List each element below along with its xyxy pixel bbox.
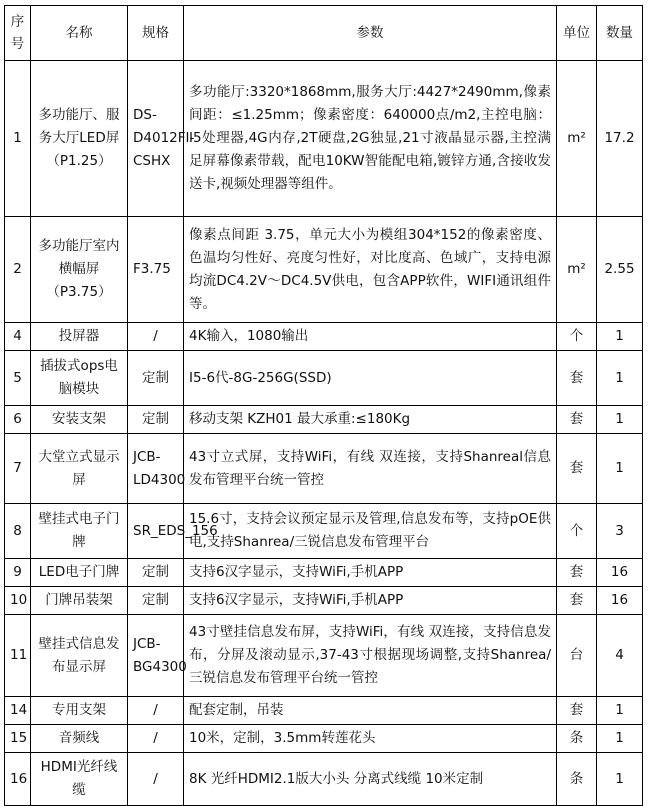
row-name: 音频线 — [31, 725, 128, 753]
row-qty: 3 — [597, 504, 643, 559]
table-row — [5, 587, 643, 615]
row-qty: 1 — [597, 725, 643, 753]
row-params: I5-6代-8G-256G(SSD) — [184, 351, 557, 406]
row-qty: 1 — [597, 351, 643, 406]
row-index: 7 — [5, 434, 31, 504]
row-spec: / — [128, 725, 184, 753]
row-spec: 定制 — [128, 351, 184, 406]
equipment-table — [4, 5, 643, 806]
row-unit: 条 — [557, 753, 597, 806]
row-name: 壁挂式信息发布显示屏 — [31, 615, 128, 697]
row-qty: 1 — [597, 434, 643, 504]
row-params: 像素点间距 3.75，单元大小为模组304*152的像素密度、色温均匀性好、亮度匀性好，对比度高、色域广，支持电源均流DC4.2V～DC4.5V供电，包含APP软件，WIFI通讯组件等。 — [184, 217, 557, 323]
row-params: 43寸壁挂信息发布屏，支持WiFi，有线 双连接，支持信息发布，分屏及滚动显示,37-43寸根据现场调整,支持Shanrea/三锐信息发布管理平台统一管控 — [184, 615, 557, 697]
row-spec: 定制 — [128, 587, 184, 615]
row-spec: / — [128, 323, 184, 351]
row-params: 多功能厅:3320*1868mm,服务大厅:4427*2490mm,像素间距：≤1.25mm；像素密度：640000点/m2,主控电脑：I5处理器,4G内存,2T硬盘,2G独显,21寸液晶显示器,主控满足屏幕像素带载，配电10KW智能配电箱,镀锌方通,含接收发送卡,视频处理器等组件。 — [184, 61, 557, 217]
row-qty: 16 — [597, 559, 643, 587]
row-name: 插拔式ops电脑模块 — [31, 351, 128, 406]
row-name: 门牌吊装架 — [31, 587, 128, 615]
table-row — [5, 61, 643, 217]
row-unit: 套 — [557, 406, 597, 434]
row-spec: / — [128, 753, 184, 806]
table-row — [5, 406, 643, 434]
row-spec: JCB-BG4300 — [128, 615, 184, 697]
row-params: 支持6汉字显示，支持WiFi,手机APP — [184, 559, 557, 587]
row-index: 10 — [5, 587, 31, 615]
table-row — [5, 504, 643, 559]
row-unit: 台 — [557, 615, 597, 697]
row-unit: 套 — [557, 559, 597, 587]
table-row — [5, 434, 643, 504]
row-qty: 16 — [597, 587, 643, 615]
row-index: 1 — [5, 61, 31, 217]
table-header-row — [5, 6, 643, 61]
row-spec: 定制 — [128, 559, 184, 587]
table-row — [5, 753, 643, 806]
row-index: 4 — [5, 323, 31, 351]
row-qty: 1 — [597, 697, 643, 725]
row-name: LED电子门牌 — [31, 559, 128, 587]
table-row — [5, 725, 643, 753]
row-name: 投屏器 — [31, 323, 128, 351]
row-index: 15 — [5, 725, 31, 753]
row-qty: 1 — [597, 753, 643, 806]
row-qty: 4 — [597, 615, 643, 697]
header-qty: 数量 — [597, 6, 643, 61]
row-params: 15.6寸，支持会议预定显示及管理,信息发布等，支持pOE供电,支持Shanrea/三锐信息发布管理平台 — [184, 504, 557, 559]
row-spec: SR_EDS_156 — [128, 504, 184, 559]
row-index: 2 — [5, 217, 31, 323]
row-name: 壁挂式电子门牌 — [31, 504, 128, 559]
table-row — [5, 323, 643, 351]
header-spec: 规格 — [128, 6, 184, 61]
row-params: 10米，定制，3.5mm转莲花头 — [184, 725, 557, 753]
row-spec: / — [128, 697, 184, 725]
row-name: 专用支架 — [31, 697, 128, 725]
row-index: 16 — [5, 753, 31, 806]
row-spec: JCB-LD4300 — [128, 434, 184, 504]
row-name: 安装支架 — [31, 406, 128, 434]
row-unit: 套 — [557, 434, 597, 504]
header-name: 名称 — [31, 6, 128, 61]
row-qty: 1 — [597, 406, 643, 434]
row-params: 4K输入，1080输出 — [184, 323, 557, 351]
row-unit: m² — [557, 61, 597, 217]
row-params: 43寸立式屏，支持WiFi，有线 双连接，支持Shanreal信息发布管理平台统一管控 — [184, 434, 557, 504]
row-unit: m² — [557, 217, 597, 323]
row-name: 大堂立式显示屏 — [31, 434, 128, 504]
row-qty: 17.2 — [597, 61, 643, 217]
header-params: 参数 — [184, 6, 557, 61]
row-index: 6 — [5, 406, 31, 434]
row-unit: 个 — [557, 323, 597, 351]
table-row — [5, 559, 643, 587]
row-spec: DS-D4012FI-CSHX — [128, 61, 184, 217]
row-params: 8K 光纤HDMI2.1版大小头 分离式线缆 10米定制 — [184, 753, 557, 806]
table-row — [5, 351, 643, 406]
row-name: HDMI光纤线缆 — [31, 753, 128, 806]
row-unit: 套 — [557, 697, 597, 725]
row-spec: F3.75 — [128, 217, 184, 323]
table-row — [5, 217, 643, 323]
row-unit: 条 — [557, 725, 597, 753]
row-index: 11 — [5, 615, 31, 697]
table-row — [5, 615, 643, 697]
table-row — [5, 697, 643, 725]
row-index: 9 — [5, 559, 31, 587]
row-params: 支持6汉字显示，支持WiFi,手机APP — [184, 587, 557, 615]
row-spec: 定制 — [128, 406, 184, 434]
header-index: 序号 — [5, 6, 31, 61]
row-index: 5 — [5, 351, 31, 406]
row-unit: 套 — [557, 351, 597, 406]
row-qty: 1 — [597, 323, 643, 351]
row-unit: 个 — [557, 504, 597, 559]
row-qty: 2.55 — [597, 217, 643, 323]
row-index: 14 — [5, 697, 31, 725]
header-unit: 单位 — [557, 6, 597, 61]
row-params: 移动支架 KZH01 最大承重:≤180Kg — [184, 406, 557, 434]
row-params: 配套定制，吊装 — [184, 697, 557, 725]
row-name: 多功能厅、服务大厅LED屏（P1.25） — [31, 61, 128, 217]
row-unit: 套 — [557, 587, 597, 615]
row-name: 多功能厅室内横幅屏（P3.75） — [31, 217, 128, 323]
row-index: 8 — [5, 504, 31, 559]
